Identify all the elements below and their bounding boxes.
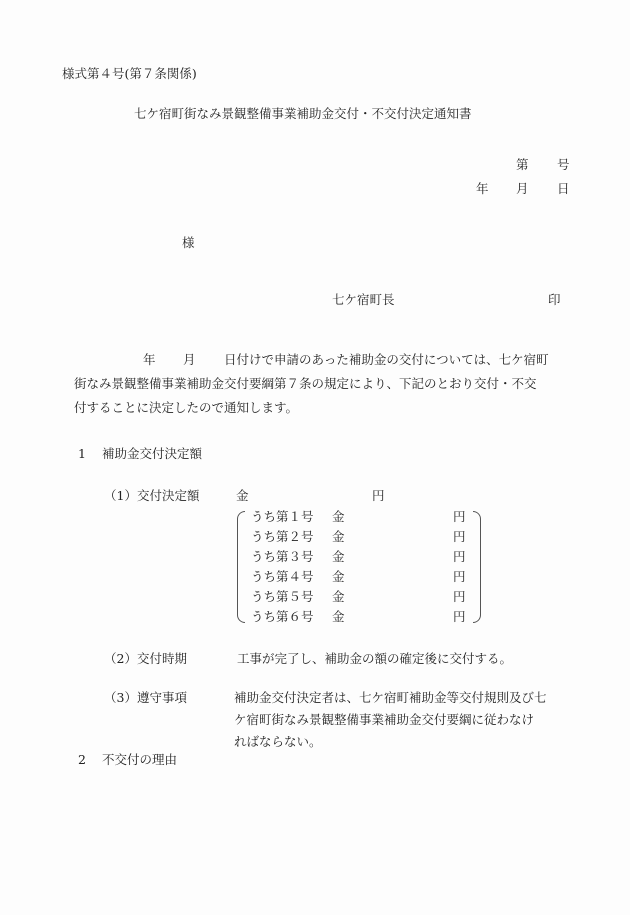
- date-month: 月: [516, 181, 529, 196]
- doc-number-dai: 第: [516, 157, 529, 172]
- breakdown-yen: 円: [453, 589, 466, 604]
- breakdown-label: うち第４号: [251, 569, 314, 584]
- body-line-1: 日付けで申請のあった補助金の交付については、七ケ宿町: [224, 352, 549, 367]
- breakdown-kin: 金: [332, 589, 345, 604]
- grant-amount-label: （1）交付決定額: [104, 488, 200, 503]
- breakdown-yen: 円: [453, 509, 466, 524]
- breakdown-label: うち第２号: [251, 529, 314, 544]
- breakdown-yen: 円: [453, 549, 466, 564]
- body-month: 月: [183, 352, 196, 367]
- left-bracket: [237, 511, 245, 623]
- grant-amount-kin: 金: [236, 488, 249, 503]
- doc-number-go: 号: [557, 157, 570, 172]
- date-day: 日: [557, 181, 570, 196]
- grant-amount-yen: 円: [372, 488, 385, 503]
- breakdown-label: うち第６号: [251, 609, 314, 624]
- body-line-3: 付することに決定したので通知します。: [74, 400, 299, 415]
- breakdown-kin: 金: [332, 569, 345, 584]
- breakdown-kin: 金: [332, 549, 345, 564]
- body-year: 年: [143, 352, 156, 367]
- body-line-2: 街なみ景観整備事業補助金交付要綱第７条の規定により、下記のとおり交付・不交: [74, 376, 537, 391]
- section-1-title: 補助金交付決定額: [102, 446, 203, 461]
- breakdown-kin: 金: [332, 509, 345, 524]
- breakdown-label: うち第３号: [251, 549, 314, 564]
- form-number: 様式第４号(第７条関係): [62, 66, 197, 81]
- compliance-line-1: 補助金交付決定者は、七ケ宿町補助金等交付規則及び七: [234, 690, 547, 705]
- breakdown-kin: 金: [332, 529, 345, 544]
- breakdown-kin: 金: [332, 609, 345, 624]
- breakdown-yen: 円: [453, 529, 466, 544]
- payment-timing-text: 工事が完了し、補助金の額の確定後に交付する。: [237, 651, 513, 666]
- payment-timing-label: （2）交付時期: [104, 651, 187, 666]
- section-2-title: 不交付の理由: [102, 752, 178, 767]
- sender-name: 七ケ宿町長: [332, 292, 395, 307]
- document-title: 七ケ宿町街なみ景観整備事業補助金交付・不交付決定通知書: [134, 106, 472, 121]
- breakdown-yen: 円: [453, 609, 466, 624]
- right-bracket: [473, 511, 481, 623]
- section-2-number: 2: [78, 752, 86, 767]
- breakdown-label: うち第１号: [251, 509, 314, 524]
- seal-mark: 印: [548, 292, 561, 307]
- date-year: 年: [476, 181, 489, 196]
- breakdown-label: うち第５号: [251, 589, 314, 604]
- compliance-line-2: ケ宿町街なみ景観整備事業補助金交付要綱に従わなけ: [234, 712, 535, 727]
- section-1-number: 1: [78, 446, 86, 461]
- compliance-line-3: ればならない。: [234, 734, 322, 749]
- breakdown-yen: 円: [453, 569, 466, 584]
- addressee-sama: 様: [182, 235, 195, 250]
- compliance-label: （3）遵守事項: [104, 690, 187, 705]
